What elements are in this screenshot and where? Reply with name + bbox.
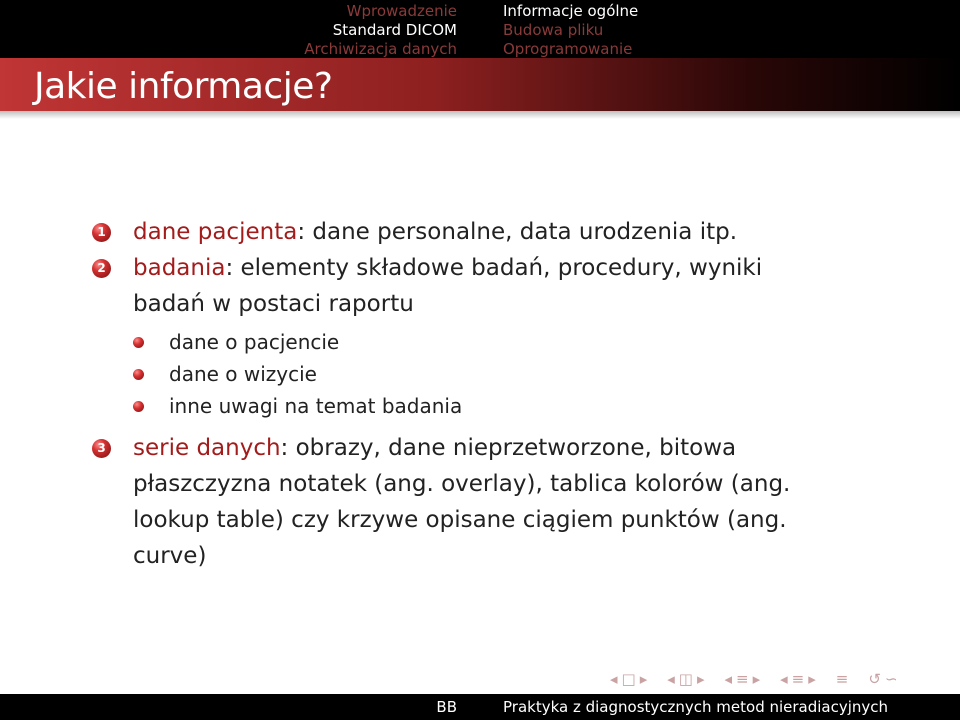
nav-prev-subsection-icon[interactable]: ◂ <box>667 670 675 688</box>
sub-list-item <box>133 326 832 358</box>
nav-section-icon[interactable]: ≡ <box>736 670 749 688</box>
list-item <box>92 214 832 250</box>
enum-number-badge: 2 <box>92 259 111 278</box>
nav-sections-left <box>304 2 457 59</box>
sub-list-item <box>133 390 832 422</box>
nav-next-section-icon[interactable]: ▸ <box>752 670 761 688</box>
nav-frame-icon[interactable]: □ <box>621 670 636 688</box>
nav-next-subsection-icon[interactable]: ▸ <box>696 670 705 688</box>
nav-section-standard-dicom[interactable]: Standard DICOM <box>332 21 457 39</box>
frame-title: Jakie informacje? <box>34 66 333 107</box>
sub-list-item-text: inne uwagi na temat badania <box>169 394 463 418</box>
sub-list-item-text: dane o wizycie <box>169 362 317 386</box>
nav-document-icon[interactable]: ≡ <box>835 670 849 688</box>
nav-subsection-oprogramowanie[interactable]: Oprogramowanie <box>503 40 633 58</box>
bullet-icon <box>133 337 144 348</box>
footer-title: Praktyka z diagnostycznych metod nieradiacyjnych <box>503 698 889 716</box>
list-item-term: badania <box>133 255 226 281</box>
nav-next-frame-icon[interactable]: ▸ <box>639 670 648 688</box>
nav-next-part-icon[interactable]: ▸ <box>808 670 816 688</box>
slide-content <box>92 214 832 574</box>
list-item-text: : dane personalne, data urodzenia itp. <box>297 219 738 245</box>
list-item-term: serie danych <box>133 435 281 461</box>
enum-number-badge: 3 <box>92 439 111 458</box>
navigation-symbols <box>610 667 898 691</box>
nav-zoom-icon[interactable]: ∽ <box>884 670 898 688</box>
nav-part-icon[interactable]: ≡ <box>791 670 805 688</box>
nav-subsection-informacje[interactable]: Informacje ogólne <box>503 2 639 20</box>
footer-bar <box>0 694 960 720</box>
list-item <box>92 430 832 574</box>
nav-subsection-icon[interactable]: ◫ <box>678 670 693 688</box>
list-item-term: dane pacjenta <box>133 219 298 245</box>
nav-section-archiwizacja[interactable]: Archiwizacja danych <box>304 40 457 58</box>
nav-prev-part-icon[interactable]: ◂ <box>780 670 788 688</box>
title-shadow <box>0 111 960 119</box>
sub-list <box>133 326 832 422</box>
footer-author: BB <box>436 698 457 716</box>
nav-subsection-budowa[interactable]: Budowa pliku <box>503 21 604 39</box>
sub-list-item <box>133 358 832 390</box>
nav-prev-section-icon[interactable]: ◂ <box>724 670 733 688</box>
nav-prev-frame-icon[interactable]: ◂ <box>610 670 618 688</box>
nav-search-icon[interactable]: ↺ <box>868 670 881 688</box>
list-item <box>92 250 832 422</box>
bullet-icon <box>133 401 144 412</box>
sub-list-item-text: dane o pacjencie <box>169 330 340 354</box>
header-navigation <box>0 0 960 58</box>
list-item-text: : obrazy, dane nieprzetworzone, bitowa płaszczyzna notatek (ang. overlay), tablica kolorów (ang. lookup table) czy krzywe opisane ciągiem punktów (ang. curve) <box>133 435 791 569</box>
enum-number-badge: 1 <box>92 223 111 242</box>
nav-section-wprowadzenie[interactable]: Wprowadzenie <box>346 2 457 20</box>
nav-subsections-right <box>503 2 638 59</box>
list-item-text: : elementy składowe badań, procedury, wyniki badań w postaci raportu <box>133 255 763 317</box>
bullet-icon <box>133 369 144 380</box>
frame-title-bar <box>0 58 960 111</box>
